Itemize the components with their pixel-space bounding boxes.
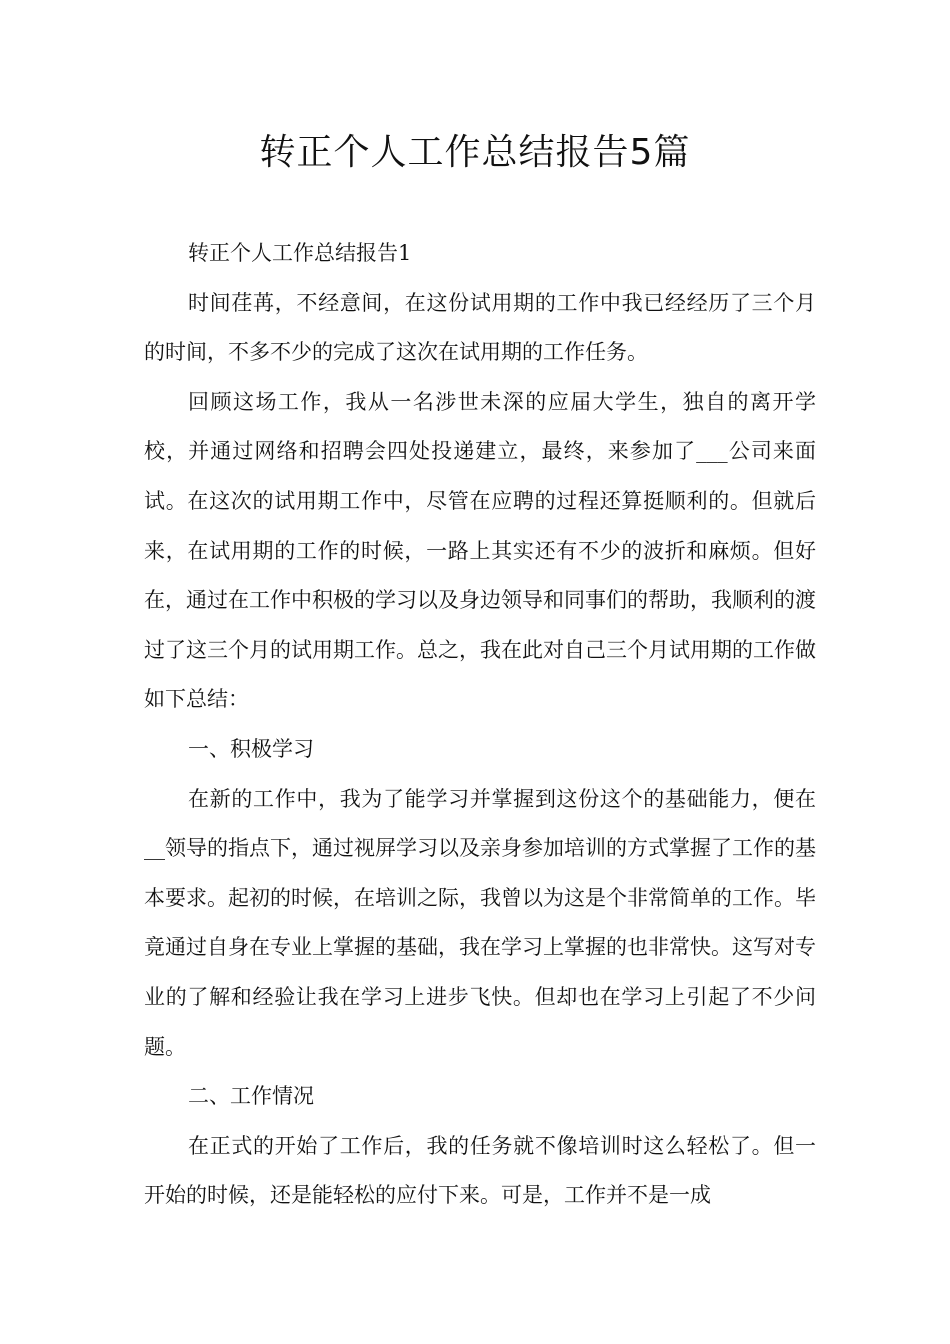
document-title: 转正个人工作总结报告5篇: [259, 132, 691, 173]
paragraph-work: 在正式的开始了工作后，我的任务就不像培训时这么轻松了。但一开始的时候，还是能轻松的应付下来。可是，工作并不是一成: [144, 1133, 816, 1208]
paragraph-intro: 时间荏苒，不经意间，在这份试用期的工作中我已经经历了三个月的时间，不多不少的完成了这次在试用期的工作任务。: [144, 290, 816, 365]
paragraph-review: 回顾这场工作，我从一名涉世未深的应届大学生，独自的离开学校，并通过网络和招聘会四处投递建立，最终，来参加了___公司来面试。在这次的试用期工作中，尽管在应聘的过程还算挺顺利的。但就后来，在试用期的工作的时候，一路上其实还有不少的波折和麻烦。但好在，通过在工作中积极的学习以及身边领导和同事们的帮助，我顺利的渡过了这三个月的试用期工作。总之，我在此对自己三个月试用期的工作做如下总结：: [144, 389, 816, 712]
section-heading-work-situation: 二、工作情况: [188, 1084, 314, 1109]
document-body: [144, 229, 816, 1221]
section-heading-report-1: 转正个人工作总结报告1: [188, 241, 412, 265]
section-heading-active-learning: 一、积极学习: [188, 736, 314, 761]
paragraph-learning: 在新的工作中，我为了能学习并掌握到这份这个的基础能力，便在__领导的指点下，通过视屏学习以及亲身参加培训的方式掌握了工作的基本要求。起初的时候，在培训之际，我曾以为这是个非常简单的工作。毕竟通过自身在专业上掌握的基础，我在学习上掌握的也非常快。这写对专业的了解和经验让我在学习上进步飞快。但却也在学习上引起了不少问题。: [144, 786, 816, 1059]
